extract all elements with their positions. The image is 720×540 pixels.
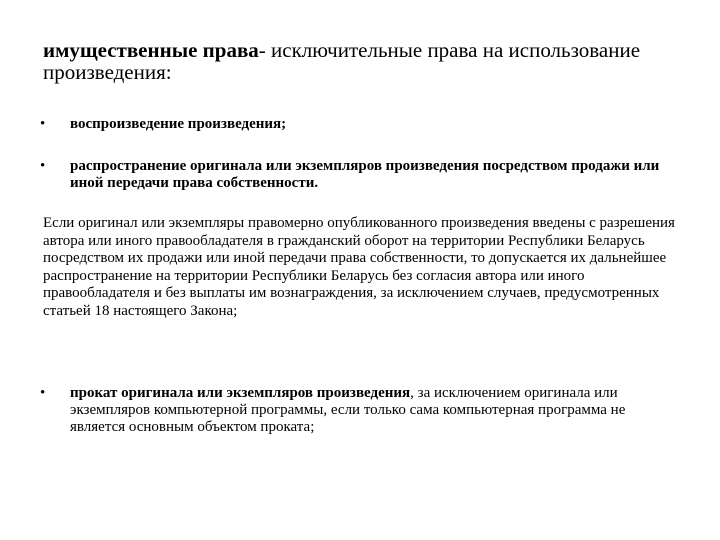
bullet-normal-text: , за исключением оригинала или экземпляров компьютерной программы, если только сама компьютерная программа не является основным объектом проката; — [70, 385, 626, 435]
bullet-bold-text: воспроизведение произведения; — [70, 116, 287, 132]
bullet-marker: • — [40, 116, 46, 132]
bullet-marker: • — [40, 385, 46, 401]
body-paragraph: Если оригинал или экземпляры правомерно опубликованного произведения введены с разрешения автора или иного правообладателя в гражданский оборот на территории Республики Беларусь посредством их продажи или иной передачи права собственности, то допускается их дальнейшее распространение на территории Республики Беларусь без согласия автора или иного правообладателя и без выплаты им вознаграждения, за исключением случаев, предусмотренных статьей 18 настоящего Закона; — [43, 215, 675, 319]
bullet-bold-text: прокат оригинала или экземпляров произведения — [70, 385, 411, 401]
heading-normal-part: - исключительные права на использование произведения: — [43, 38, 641, 84]
bullet-text — [70, 116, 680, 133]
bullet-text — [70, 158, 680, 192]
bullet-bold-text: распространение оригинала или экземпляров произведения посредством продажи или иной передачи права собственности. — [70, 158, 660, 191]
slide-heading — [43, 39, 683, 83]
bullet-marker: • — [40, 158, 46, 174]
heading-bold-part: имущественные права — [43, 38, 259, 62]
bullet-text — [70, 385, 680, 436]
